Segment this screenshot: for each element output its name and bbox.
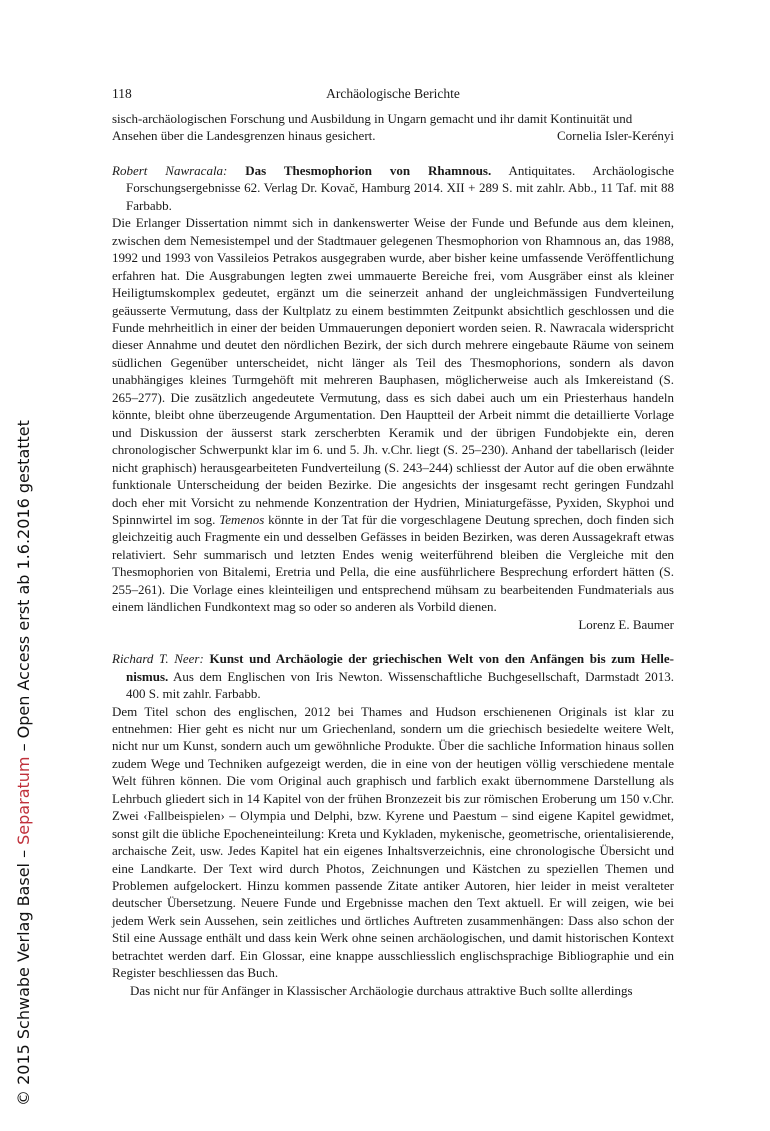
review-book-title: Das Thesmophorion von Rhamnous.: [245, 162, 492, 178]
review-book-title: Kunst und Archäologie der griechischen Welt von den Anfängen bis zum Hellenismus.: [126, 651, 675, 684]
review-bibliography: [112, 650, 674, 702]
running-title: Archäologische Berichte: [326, 86, 460, 101]
review-body-emphasis: Temenos: [219, 511, 265, 527]
intro-tail-line-1: sisch-archäologischen Forschung und Ausbildung in Ungarn gemacht und ihr damit Kontinuität und: [112, 111, 633, 126]
review-signature: Lorenz E. Baumer: [578, 616, 674, 632]
copyright-suffix: – Open Access erst ab 1.6.2016 gestattet: [14, 420, 33, 757]
review-author: Robert Nawracala:: [112, 162, 228, 178]
intro-tail-line-2: [112, 127, 674, 144]
review-publication-details: Antiquitates. Archäologische Forschungsergebnisse 62. Verlag Dr. Kovač, Hamburg 2014. XII + 289 S. mit zahlr. Abb., 11 Taf. mit 88 Farbabb.: [126, 162, 674, 213]
page-number: 118: [112, 86, 132, 101]
page-header: [112, 86, 674, 106]
copyright-side-note: [4, 420, 44, 1106]
review-neer: [112, 650, 674, 999]
review-body-text-continued: könnte in der Tat für die vorgeschlagene Deutung sprechen, doch finden sich gleichzeitig auch Fragmente ein und desselben Gefässes in beiden Bezirken, was deren Aussagekraft etwas relativiert. Sehr summarisch und letzten Endes wenig weiterführend bleiben die Vergleiche mit den Thesmophorien von Bitalemi, Eretria und Pella, die eine ausführlichere Besprechung erfordert hätten (S. 255–261). Die Vorlage eines kleinteiligen und entsprechend mühsam zu bearbeitenden Fundmaterials aus einem ländlichen Fundkontext mag so oder so anderen als Vorbild dienen.: [112, 511, 675, 615]
copyright-prefix: © 2015 Schwabe Verlag Basel –: [14, 844, 33, 1106]
review-body-paragraph-1: Dem Titel schon des englischen, 2012 bei Thames and Hudson erschienenen Originals ist klar zu entnehmen: Hier geht es nicht nur um Griechenland, sondern um die griechisch besiedelte weitere Welt, nicht nur um Kunst, sondern auch um gewöhnliche Produkte. Über die sachliche Information hinaus sollen zudem Wege und Techniken aufgezeigt werden, die in eine von der heutigen völlig verschiedene mentale Welt führen können. Die vom Original auch graphisch und farblich exakt übernommene Darstellung als Lehrbuch gliedert sich in 14 Kapitel von der frühen Bronzezeit bis zur römischen Eroberung um 150 v.Chr. Zwei ‹Fallbeispielen› – Olympia und Delphi, bzw. Kyrene und Paestum – sind eigene Kapitel gewidmet, sonst gilt die übliche Epocheneinteilung: Kreta und Kykladen, mykenische, geometrische, orientalisierende, archaische Zeit, usw. Jedes Kapitel hat ein eigenes Inhaltsverzeichnis, eine chronologische Übersicht und eine Landkarte. Der Text wird durch Photos, Zeichnungen und Kästchen zu speziellen Themen und Problemen aufgelockert. Hinzu kommen passende Zitate antiker Autoren, hier leider in meist veralteter deutscher Übersetzung. Neuere Funde und Ergebnisse machen den Text aktuell. Er will zeigen, wie bei jedem Werk sein Aussehen, sein zeitliches und örtliches Auftreten zusammenhängen: Dass also schon der Stil eine Aussage enthält und dass kein Werk ohne seinen archäologischen, und damit historischen Kontext betrachtet werden darf. Ein Glossar, eine knappe ausschliesslich englischsprachige Bibliographie und ein Register beschliessen das Buch.: [112, 703, 674, 981]
intro-tail-signature: Cornelia Isler-Kerényi: [556, 128, 674, 144]
review-body-paragraph-2: Das nicht nur für Anfänger in Klassischer Archäologie durchaus attraktive Buch sollte allerdings: [130, 982, 633, 998]
article-content: [112, 110, 674, 999]
review-bibliography: [112, 162, 674, 214]
review-author: Richard T. Neer:: [112, 651, 204, 667]
review-body: [112, 214, 674, 615]
review-publication-details: Aus dem Englischen von Iris Newton. Wissenschaftliche Buchgesellschaft, Darmstadt 2013. 400 S. mit zahlr. Farbabb.: [126, 668, 674, 702]
review-nawracala: [112, 162, 674, 633]
separatum-label: Separatum: [14, 756, 33, 845]
intro-tail-text: Ansehen über die Landesgrenzen hinaus gesichert.: [112, 128, 376, 144]
review-body-text: Die Erlanger Dissertation nimmt sich in dankenswerter Weise der Funde und Befunde aus dem kleinen, zwischen dem Nemesistempel und der Stadtmauer gelegenen Thesmophorion von Rhamnous an, das 1988, 1992 und 1993 von Vassileios Petrakos ausgegraben wurde, aber bisher keine umfassende Veröffentlichung erfahren hat. Die Ausgrabungen legten zwei ummauerte Bereiche frei, vom Ausgräber einst als kleiner Heiligtumskomplex gedeutet, ergänzt um die seinerzeit anhand der ungleichmässigen Fundverteilung geäusserte Vermutung, dass der Kultplatz zu einem bestimmten Zeitpunkt absichtlich geschlossen und die Funde mehrheitlich in einer der beiden Ummauerungen deponiert worden seien. R. Nawracala widerspricht dieser Annahme und deutet den nördlichen Bezirk, der sich durch mehrere eingebaute Räume von seinem südlichen Gegenüber unterscheidet, nicht länger als Teil des Thesmophorions, sondern als davon unabhängiges kleines Turmgehöft mit mehreren Bauphasen, möglicherweise auch als Imkereistand (S. 265–277). Die zusätzlich angedeutete Vermutung, dass es sich dabei auch um ein Priesterhaus handeln könnte, bleibt ohne überzeugende Argumentation. Den Hauptteil der Arbeit nimmt die detaillierte Vorlage und Diskussion der äusserst stark zerscherbten Keramik und der übrigen Fundobjekte ein, deren chronologischer Schwerpunkt klar im 6. und 5. Jh. v.Chr. liegt (S. 25–230). Anhand der tabellarisch (leider nicht graphisch) herausgearbeiteten Fundverteilung (S. 243–244) schliesst der Autor auf die oben erwähnte funktionale Unterscheidung der beiden Bezirke. Die angesichts der insgesamt recht geringen Fundzahl doch eher mit Vorsicht zu nehmende Konzentration der Hydrien, Miniaturgefässe, Pyxiden, Skyphoi und Spinnwirtel im sog.: [112, 215, 674, 527]
